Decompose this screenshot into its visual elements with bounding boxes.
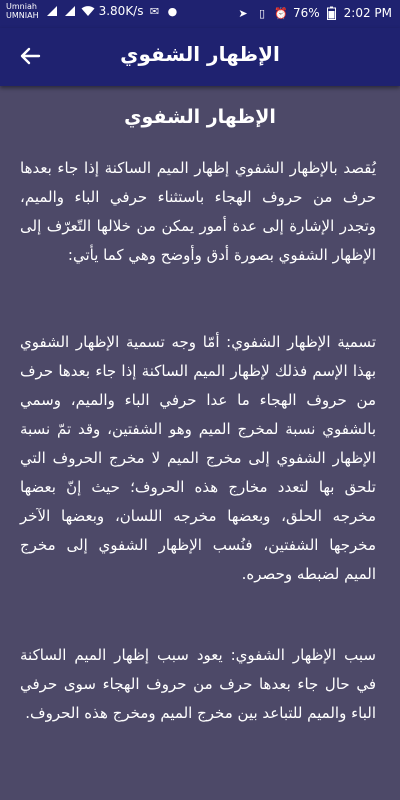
app-bar-title: الإظهار الشفوي bbox=[120, 42, 280, 66]
battery-percent: 76% bbox=[292, 6, 320, 20]
status-right bbox=[236, 6, 392, 20]
app-bar bbox=[0, 28, 400, 86]
battery-icon bbox=[325, 6, 339, 20]
notification-icon: ✉ bbox=[149, 4, 160, 18]
signal-icon bbox=[63, 4, 77, 18]
alarm-icon: ⏰ bbox=[274, 6, 288, 20]
status-bar bbox=[0, 0, 400, 28]
status-left bbox=[6, 2, 179, 20]
carrier-1: Umniah bbox=[6, 2, 37, 11]
messenger-icon: ● bbox=[167, 4, 178, 18]
signal-icon bbox=[45, 4, 59, 18]
network-speed: 3.80K/s bbox=[98, 4, 144, 18]
paragraph-reason: سبب الإظهار الشفوي: يعود سبب إظهار الميم الساكنة في حال جاء بعدها حرف من حروف الهجاء سوى حرفي الباء والميم للتباعد بين مخرج الميم ومخرج هذه الحروف. bbox=[20, 646, 376, 722]
carrier-2: UMNIAH bbox=[6, 11, 39, 20]
paragraph-intro: يُقصد بالإظهار الشفوي إظهار الميم الساكنة إذا جاء بعدها حرف من حروف الهجاء باستثناء حرفي الباء والميم، وتجدر الإشارة إلى عدة أمور يمكن من خلالها التّعرّف إلى الإظهار الشفوي بصورة أدق وأوضح وهي كما يأتي: bbox=[20, 159, 376, 264]
article-content[interactable] bbox=[0, 86, 400, 800]
carrier-names bbox=[6, 2, 39, 20]
telegram-icon: ➤ bbox=[238, 6, 248, 20]
vibrate-icon: ▯ bbox=[258, 6, 265, 20]
wifi-icon bbox=[81, 4, 95, 18]
article-title: الإظهار الشفوي bbox=[124, 106, 276, 128]
paragraph-naming: تسمية الإظهار الشفوي: أمّا وجه تسمية الإظهار الشفوي بهذا الإسم فذلك لإظهار الميم الساكنة إذا جاء بعدها حرف من حروف الهجاء ما عدا حرفي الباء والميم، وسمي بالشفوي نسبة لمخرج الميم وهو الشفتين، وقد تمّ نسبة الإظهار الشفوي إلى مخرج الميم لا مخرج الحروف التي تلحق بها لتعدد مخارج هذه الحروف؛ حيث إنّ بعضها مخرجه الحلق، وبعضها مخرجه اللسان، وبعضها الآخر مخرجها الشفتين، فنُسب الإظهار الشفوي إلى مخرج الميم لضبطه وحصره. bbox=[20, 333, 376, 583]
clock: 2:02 PM bbox=[343, 6, 392, 20]
